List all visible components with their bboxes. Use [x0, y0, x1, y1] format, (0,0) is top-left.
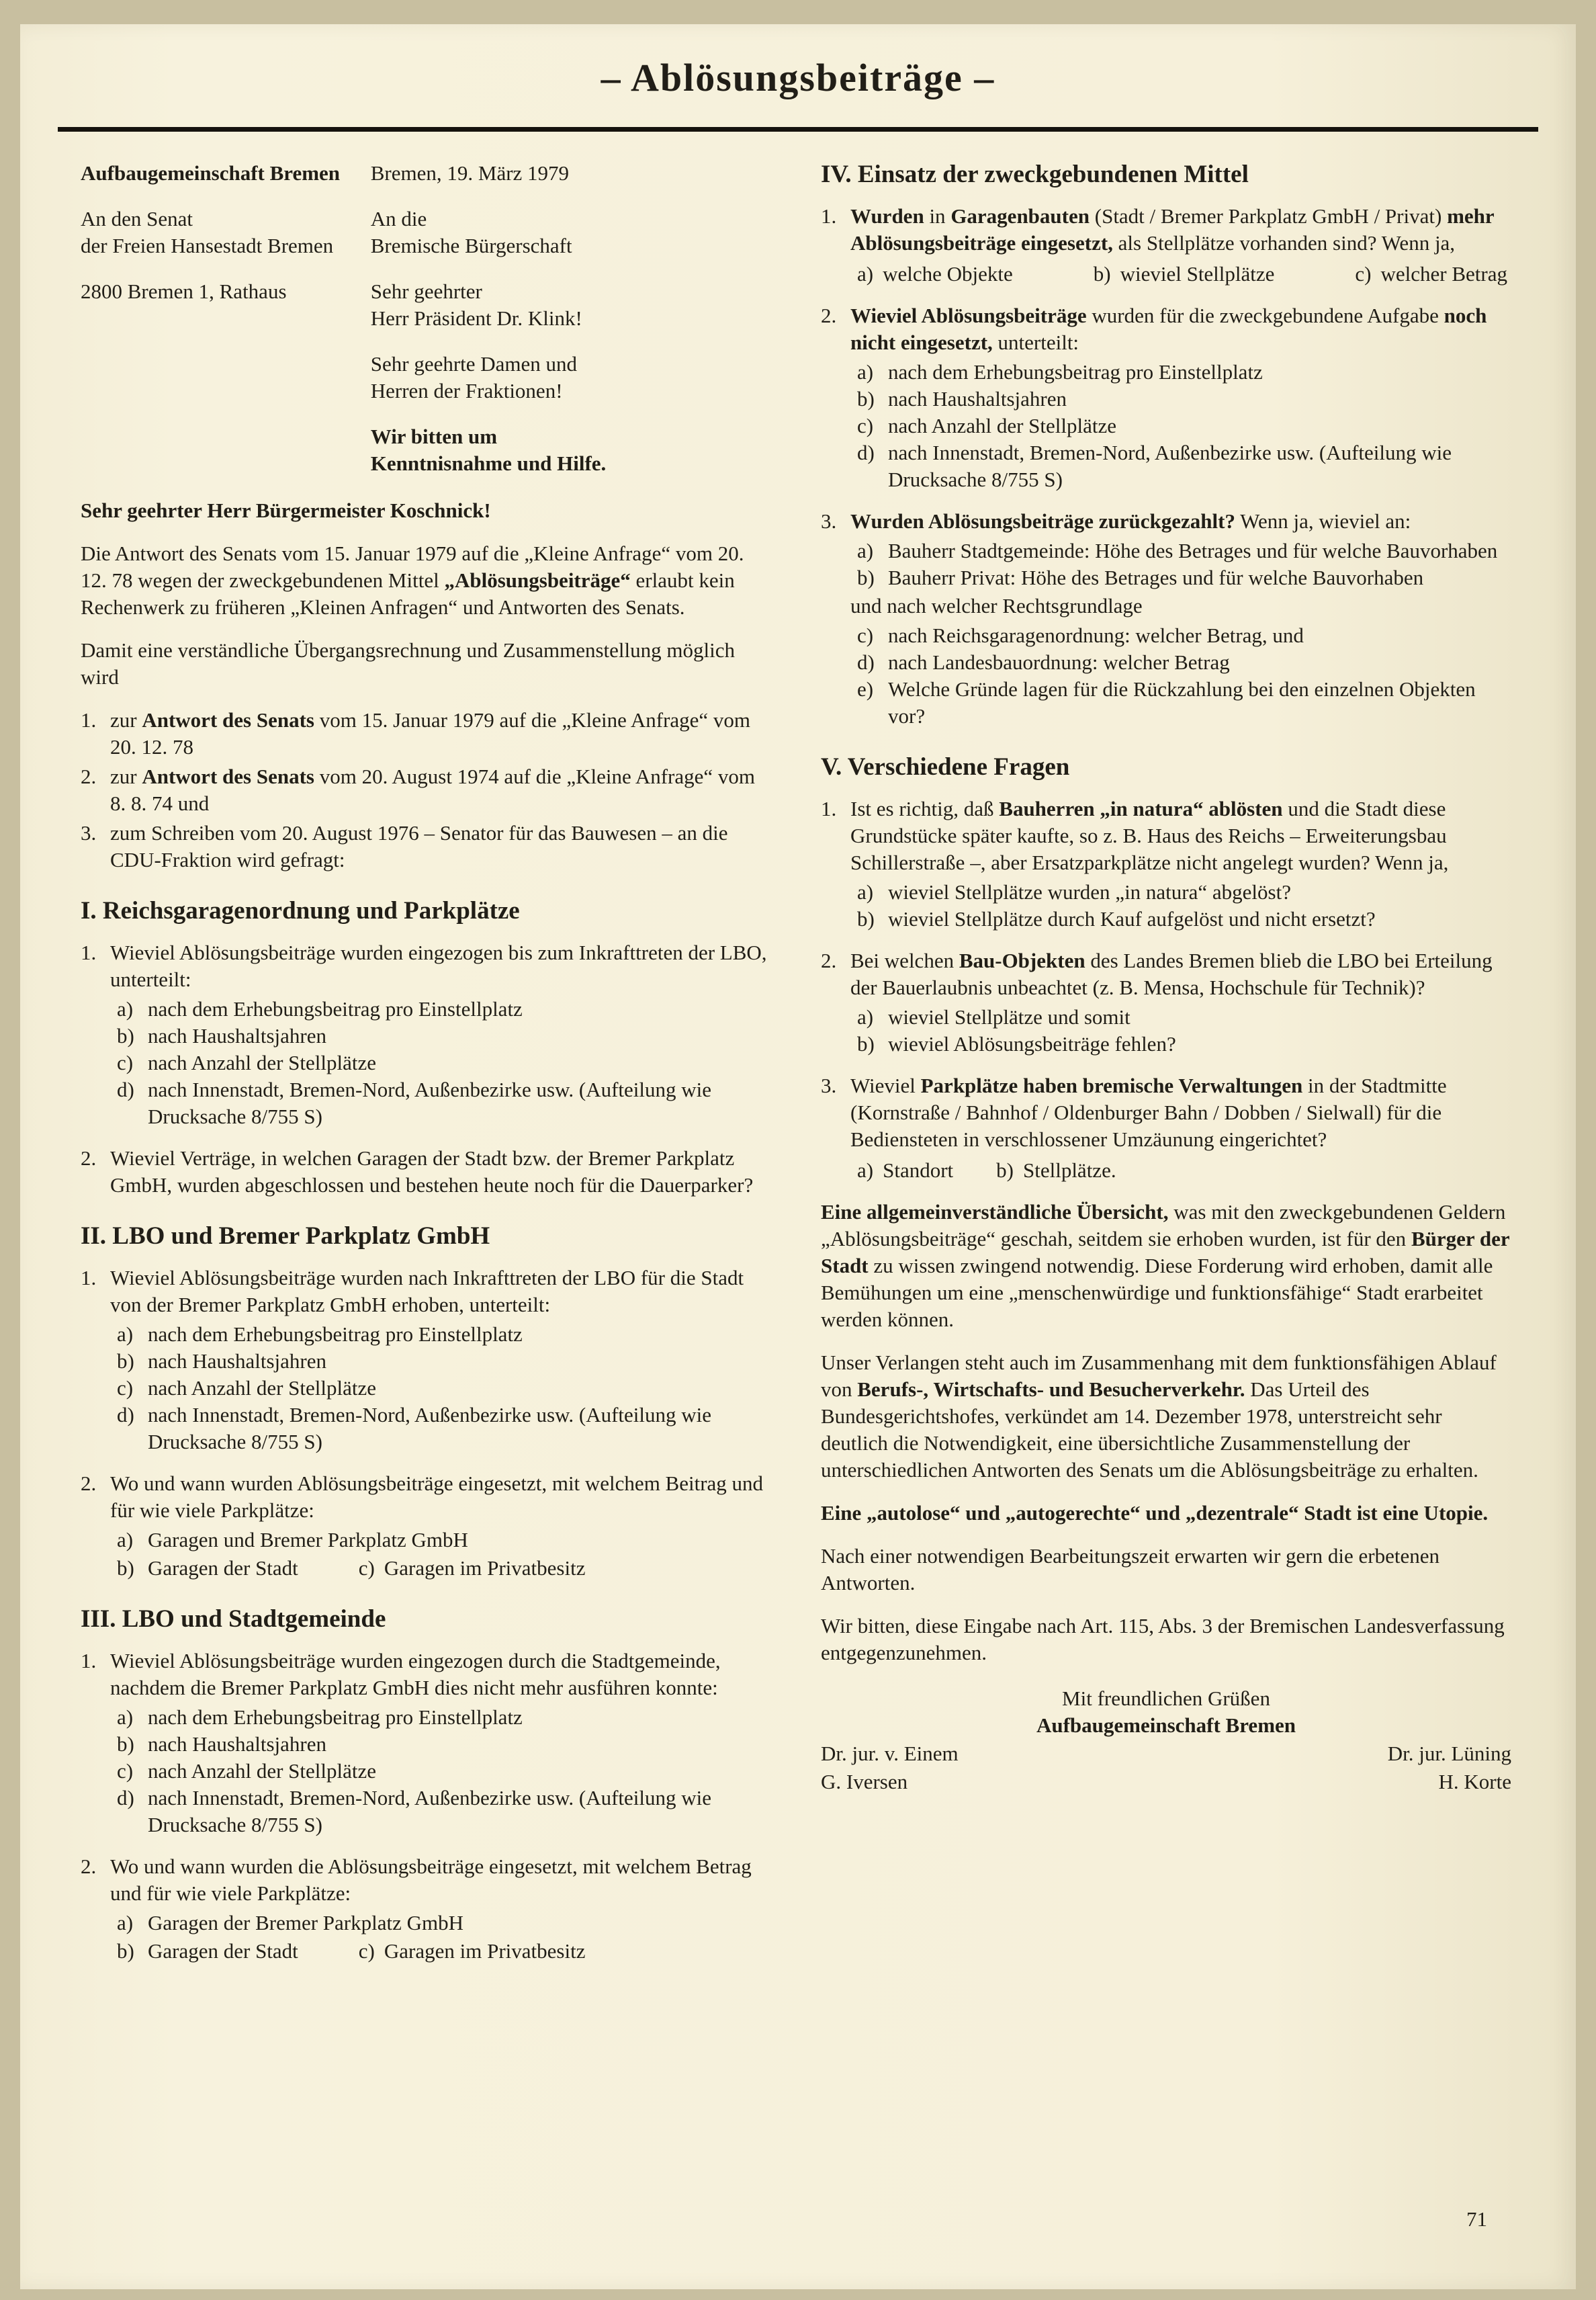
question [81, 1145, 771, 1199]
sub-item-text: wieviel Stellplätze und somit [888, 1005, 1130, 1029]
left-column [81, 160, 771, 1979]
sub-list [857, 879, 1511, 933]
question [81, 1853, 771, 1965]
sub-item-text: Garagen im Privatbesitz [384, 1939, 586, 1963]
sub-item [117, 1758, 771, 1785]
sub-item-marker: b) [117, 1349, 134, 1373]
sub-item-marker: d) [857, 650, 875, 674]
sub-item [857, 386, 1511, 413]
sub-item [117, 1375, 771, 1402]
sub-item-text: nach Haushaltsjahren [148, 1349, 326, 1373]
recipient-buergerschaft-line2: Bremische Bürgerschaft [370, 234, 572, 257]
question-text: Wurden Ablösungsbeiträge zurückgezahlt? Wenn ja, wieviel an: [850, 509, 1411, 533]
signature-name: H. Korte [1438, 1770, 1511, 1793]
sub-item-marker: c) [1355, 262, 1372, 286]
question-text: Wieviel Verträge, in welchen Garagen der Stadt bzw. der Bremer Parkplatz GmbH, wurden abgeschlossen und bestehen heute noch für die Dauerparker? [110, 1146, 754, 1197]
sub-item [117, 1402, 771, 1455]
question-body [110, 1470, 771, 1582]
sub-item-marker: a) [857, 1005, 874, 1029]
closing-organization: Aufbaugemeinschaft Bremen [1036, 1713, 1296, 1737]
sub-list [857, 538, 1511, 591]
letterhead-left [81, 160, 371, 477]
question-number: 1. [821, 797, 837, 820]
question-body [850, 796, 1511, 933]
signature-row [821, 1740, 1511, 1767]
section-ii-heading: II. LBO und Bremer Parkplatz GmbH [81, 1222, 490, 1250]
sub-item-text: Standort [883, 1158, 954, 1182]
sub-item-marker: b) [857, 1032, 875, 1056]
question-body [850, 508, 1511, 730]
sub-item-marker: b) [117, 1556, 134, 1580]
sub-item-marker: a) [857, 262, 874, 286]
question [81, 1648, 771, 1838]
sub-item [1094, 261, 1275, 288]
sub-item [857, 439, 1511, 493]
question-number: 1. [821, 204, 837, 228]
sub-item-marker: d) [857, 441, 875, 464]
section-i-heading: I. Reichsgaragenordnung und Parkplätze [81, 897, 520, 925]
question-text: Wo und wann wurden die Ablösungsbeiträge eingesetzt, mit welchem Betrag und für wie viele Parkplätze: [110, 1855, 752, 1905]
question-body [110, 1265, 771, 1455]
sub-item-text: welcher Betrag [1380, 262, 1507, 286]
sub-item [857, 676, 1511, 730]
closing-paragraph-1: Eine allgemeinverständliche Übersicht, was mit den zweckgebundenen Geldern „Ablösungsbeiträge“ geschah, seitdem sie erhoben wurden, ist für den Bürger der Stadt zu wissen zwingend notwendig. Diese Forderung wird erhoben, damit alle Bemühungen um eine „menschenwürdige und funktionsfähige“ Stadt erarbeitet werden können. [821, 1200, 1510, 1331]
sub-item [117, 1527, 771, 1553]
sub-list [857, 622, 1511, 730]
intro-paragraph-2: Damit eine verständliche Übergangsrechnung und Zusammenstellung möglich wird [81, 638, 735, 689]
sub-item-row [857, 261, 1511, 288]
sub-item-text: nach Anzahl der Stellplätze [148, 1759, 377, 1783]
question-number: 3. [821, 509, 837, 533]
sub-item-marker: b) [117, 1939, 134, 1963]
document-page [20, 24, 1576, 2289]
salutation-president-line2: Herr Präsident Dr. Klink! [370, 306, 582, 330]
question [81, 939, 771, 1130]
question-text: Wo und wann wurden Ablösungsbeiträge eingesetzt, mit welchem Beitrag und für wie viele Parkplätze: [110, 1472, 764, 1522]
sub-item [857, 359, 1511, 386]
spacer [371, 187, 771, 206]
sub-item [857, 538, 1511, 564]
sub-item-marker: c) [857, 414, 874, 437]
sub-item-text: nach Reichsgaragenordnung: welcher Betrag, und [888, 624, 1304, 647]
sub-item-marker: c) [857, 624, 874, 647]
intro-paragraph-1: Die Antwort des Senats vom 15. Januar 1979 auf die „Kleine Anfrage“ vom 20. 12. 78 wegen der zweckgebundenen Mittel „Ablösungsbeiträge“ erlaubt kein Rechenwerk zu früheren „Kleinen Anfragen“ und Antworten des Senats. [81, 542, 744, 619]
sub-item [857, 564, 1511, 591]
request-line1: Wir bitten um [370, 425, 498, 448]
sub-item-text: Garagen und Bremer Parkplatz GmbH [148, 1528, 468, 1551]
sub-item [857, 649, 1511, 676]
section-v-heading: V. Verschiedene Fragen [821, 753, 1070, 781]
sub-item [857, 261, 1013, 288]
sub-item-text: nach dem Erhebungsbeitrag pro Einstellplatz [148, 997, 523, 1021]
sub-item-marker: b) [117, 1732, 134, 1756]
list-item [81, 707, 771, 761]
sub-item-text: wieviel Stellplätze [1120, 262, 1275, 286]
sub-item-marker: b) [996, 1158, 1014, 1182]
list-item-number: 1. [81, 708, 97, 732]
closing-paragraph-4: Nach einer notwendigen Bearbeitungszeit erwarten wir gern die erbetenen Antworten. [821, 1544, 1439, 1594]
sub-item-marker: c) [117, 1376, 134, 1400]
question-text: Bei welchen Bau-Objekten des Landes Bremen blieb die LBO bei Erteilung der Bauerlaubnis unbeachtet (z. B. Mensa, Hochschule für Technik)? [850, 949, 1493, 999]
page-title: – Ablösungsbeiträge – [601, 56, 995, 99]
sub-item [857, 906, 1511, 933]
question-number: 2. [81, 1472, 97, 1495]
mayor-salutation: Sehr geehrter Herr Bürgermeister Koschnick! [81, 499, 491, 522]
sub-item-text: welche Objekte [883, 262, 1013, 286]
question-body [850, 302, 1511, 493]
question-number: 1. [81, 941, 97, 964]
sub-item-text: Welche Gründe lagen für die Rückzahlung bei den einzelnen Objekten vor? [888, 677, 1476, 728]
spacer [81, 259, 371, 278]
sub-item-marker: a) [857, 360, 874, 384]
sub-item-text: nach Anzahl der Stellplätze [888, 414, 1117, 437]
sub-item-marker: d) [117, 1078, 134, 1101]
sub-item [117, 1023, 771, 1050]
question-body [850, 947, 1511, 1058]
sub-item [117, 1076, 771, 1130]
question-number: 2. [81, 1146, 97, 1170]
closing-block [821, 1685, 1511, 1739]
sub-item [117, 1910, 771, 1936]
sub-item-marker: b) [857, 566, 875, 589]
sender-name: Aufbaugemeinschaft Bremen [81, 161, 341, 185]
sub-list [857, 1157, 1511, 1184]
sub-item-text: nach Innenstadt, Bremen-Nord, Außenbezirke usw. (Aufteilung wie Drucksache 8/755 S) [148, 1403, 712, 1453]
sub-item-marker: e) [857, 677, 874, 701]
closing-greeting: Mit freundlichen Grüßen [1062, 1687, 1270, 1710]
sub-item-marker: c) [117, 1759, 134, 1783]
question [821, 203, 1511, 288]
letter-date: Bremen, 19. März 1979 [370, 161, 570, 185]
salutation-president-line1: Sehr geehrter [370, 280, 482, 303]
question-note: und nach welcher Rechtsgrundlage [850, 594, 1143, 617]
question [821, 796, 1511, 933]
sub-item-marker: c) [358, 1556, 375, 1580]
right-column [821, 160, 1511, 1979]
section-iii-heading: III. LBO und Stadtgemeinde [81, 1605, 386, 1633]
sub-item [117, 1704, 771, 1731]
sub-item-marker: a) [857, 539, 874, 562]
sub-item [117, 1321, 771, 1348]
sub-item [1355, 261, 1507, 288]
sub-list [117, 1527, 771, 1582]
question-body [110, 1648, 771, 1838]
question [821, 302, 1511, 493]
sub-item [117, 996, 771, 1023]
sub-item-text: Bauherr Stadtgemeinde: Höhe des Betrages und für welche Bauvorhaben [888, 539, 1498, 562]
sub-item-marker: c) [358, 1939, 375, 1963]
question [821, 947, 1511, 1058]
question-text: Wurden in Garagenbauten (Stadt / Bremer Parkplatz GmbH / Privat) mehr Ablösungsbeiträge eingesetzt, als Stellplätze vorhanden sind? Wenn ja, [850, 204, 1495, 255]
sub-item-row [857, 1157, 1511, 1184]
signature-name: Dr. jur. v. Einem [821, 1742, 959, 1765]
section-iv-heading: IV. Einsatz der zweckgebundenen Mittel [821, 161, 1249, 188]
sub-list [857, 359, 1511, 493]
sub-item-marker: a) [117, 1911, 134, 1934]
sub-item-text: Garagen der Stadt [148, 1556, 298, 1580]
sub-item-text: nach dem Erhebungsbeitrag pro Einstellplatz [888, 360, 1263, 384]
question [821, 1072, 1511, 1184]
question-body [110, 1853, 771, 1965]
sub-item-text: wieviel Ablösungsbeiträge fehlen? [888, 1032, 1176, 1056]
question-number: 1. [81, 1266, 97, 1289]
sub-item-text: nach Anzahl der Stellplätze [148, 1051, 377, 1074]
sub-item [857, 622, 1511, 649]
sub-list [117, 1910, 771, 1965]
sub-item-marker: b) [1093, 262, 1111, 286]
question-body [110, 939, 771, 1130]
recipient-senate-line1: An den Senat [81, 207, 193, 230]
sub-item-marker: a) [857, 1158, 874, 1182]
list-item-number: 3. [81, 821, 97, 845]
question-number: 2. [81, 1855, 97, 1878]
sub-item-text: nach Landesbauordnung: welcher Betrag [888, 650, 1230, 674]
question-body [110, 1145, 771, 1199]
question-body [850, 1072, 1511, 1184]
sub-item [359, 1555, 586, 1582]
list-item-text: zur Antwort des Senats vom 15. Januar 1979 auf die „Kleine Anfrage“ vom 20. 12. 78 [110, 708, 751, 759]
sub-item-text: nach Innenstadt, Bremen-Nord, Außenbezirke usw. (Aufteilung wie Drucksache 8/755 S) [888, 441, 1452, 491]
letterhead-right [371, 160, 771, 477]
senate-address: 2800 Bremen 1, Rathaus [81, 280, 287, 303]
sub-item-marker: a) [857, 880, 874, 904]
salutation-fraktionen-line2: Herren der Fraktionen! [370, 379, 563, 402]
question-number: 2. [821, 304, 837, 327]
sub-item-text: nach dem Erhebungsbeitrag pro Einstellplatz [148, 1322, 523, 1346]
sub-item [857, 1157, 953, 1184]
sub-item-marker: b) [857, 387, 875, 411]
sub-list [117, 1321, 771, 1455]
sub-item [117, 1731, 771, 1758]
sub-item-text: Garagen im Privatbesitz [384, 1556, 586, 1580]
sub-item-marker: a) [117, 1322, 134, 1346]
document-content [20, 132, 1576, 1979]
sub-item [117, 1785, 771, 1838]
sub-item-row [117, 1555, 771, 1582]
question [81, 1470, 771, 1582]
signature-row [821, 1769, 1511, 1795]
sub-item-text: nach Anzahl der Stellplätze [148, 1376, 377, 1400]
sub-item-marker: a) [117, 1528, 134, 1551]
sub-item-text: wieviel Stellplätze wurden „in natura“ abgelöst? [888, 880, 1291, 904]
sub-item-text: nach Haushaltsjahren [888, 387, 1067, 411]
question-text: Wieviel Ablösungsbeiträge wurden für die zweckgebundene Aufgabe noch nicht eingesetzt, unterteilt: [850, 304, 1487, 354]
sub-item-text: Garagen der Bremer Parkplatz GmbH [148, 1911, 463, 1934]
spacer [371, 404, 771, 423]
question [821, 508, 1511, 730]
sub-item [117, 1555, 298, 1582]
sub-item-text: Bauherr Privat: Höhe des Betrages und für welche Bauvorhaben [888, 566, 1424, 589]
list-item-number: 2. [81, 765, 97, 788]
sub-item-text: Garagen der Stadt [148, 1939, 298, 1963]
question-number: 2. [821, 949, 837, 972]
spacer [371, 259, 771, 278]
list-item-text: zum Schreiben vom 20. August 1976 – Senator für das Bauwesen – an die CDU-Fraktion wird gefragt: [110, 821, 728, 871]
sub-item-marker: c) [117, 1051, 134, 1074]
sub-item [857, 1031, 1511, 1058]
sub-item [857, 1004, 1511, 1031]
closing-paragraph-5: Wir bitten, diese Eingabe nach Art. 115, Abs. 3 der Bremischen Landesverfassung entgegenzunehmen. [821, 1614, 1505, 1664]
question-body [850, 203, 1511, 288]
signature-name: G. Iversen [821, 1770, 908, 1793]
question-text: Wieviel Ablösungsbeiträge wurden eingezogen durch die Stadtgemeinde, nachdem die Bremer Parkplatz GmbH dies nicht mehr ausführen konnte: [110, 1649, 721, 1699]
sub-item-marker: a) [117, 1705, 134, 1729]
sub-item-marker: d) [117, 1786, 134, 1809]
page-number: 71 [1466, 2207, 1487, 2231]
sub-item-text: wieviel Stellplätze durch Kauf aufgelöst und nicht ersetzt? [888, 907, 1376, 931]
sub-item [359, 1938, 586, 1965]
sub-item-marker: a) [117, 997, 134, 1021]
request-line2: Kenntnisnahme und Hilfe. [370, 452, 607, 475]
letterhead [81, 160, 771, 477]
spacer [81, 187, 371, 206]
list-item-text: zur Antwort des Senats vom 20. August 1974 auf die „Kleine Anfrage“ vom 8. 8. 74 und [110, 765, 755, 815]
sub-item-text: Stellplätze. [1022, 1158, 1116, 1182]
sub-list [117, 1704, 771, 1838]
list-item [81, 820, 771, 874]
sub-list [857, 261, 1511, 288]
sub-item-text: nach Haushaltsjahren [148, 1732, 326, 1756]
sub-item [117, 1348, 771, 1375]
sub-item-text: nach dem Erhebungsbeitrag pro Einstellplatz [148, 1705, 523, 1729]
sub-item-marker: b) [117, 1024, 134, 1048]
title-rule [58, 127, 1538, 132]
sub-item-marker: d) [117, 1403, 134, 1426]
sub-item-marker: b) [857, 907, 875, 931]
sub-item [857, 413, 1511, 439]
question-number: 3. [821, 1074, 837, 1097]
question-text: Ist es richtig, daß Bauherren „in natura“ ablösten und die Stadt diese Grundstücke später kaufte, so z. B. Haus des Reichs – Erweiterungsbau Schillerstraße –, aber Ersatzparkplätze nicht angelegt wurden? Wenn ja, [850, 797, 1449, 874]
question-text: Wieviel Parkplätze haben bremische Verwaltungen in der Stadtmitte (Kornstraße / Bahnhof / Oldenburger Bahn / Dobben / Sielwall) für die Bediensteten in verschlossener Umzäunung eingerichtet? [850, 1074, 1447, 1151]
question [81, 1265, 771, 1455]
intro-list [81, 707, 771, 874]
sub-item [857, 879, 1511, 906]
sub-list [857, 1004, 1511, 1058]
closing-paragraph-3: Eine „autolose“ und „autogerechte“ und „dezentrale“ Stadt ist eine Utopie. [821, 1501, 1489, 1525]
salutation-fraktionen-line1: Sehr geehrte Damen und [370, 352, 578, 376]
sub-item-text: nach Innenstadt, Bremen-Nord, Außenbezirke usw. (Aufteilung wie Drucksache 8/755 S) [148, 1786, 712, 1836]
signature-name: Dr. jur. Lüning [1387, 1742, 1511, 1765]
question-text: Wieviel Ablösungsbeiträge wurden eingezogen bis zum Inkrafttreten der LBO, unterteilt: [110, 941, 767, 991]
sub-item-text: nach Haushaltsjahren [148, 1024, 326, 1048]
spacer [371, 332, 771, 351]
recipient-buergerschaft-line1: An die [370, 207, 427, 230]
question-text: Wieviel Ablösungsbeiträge wurden nach Inkrafttreten der LBO für die Stadt von der Bremer Parkplatz GmbH erhoben, unterteilt: [110, 1266, 744, 1316]
sub-item [117, 1938, 298, 1965]
sub-item-text: nach Innenstadt, Bremen-Nord, Außenbezirke usw. (Aufteilung wie Drucksache 8/755 S) [148, 1078, 712, 1128]
sub-item [117, 1050, 771, 1076]
recipient-senate-line2: der Freien Hansestadt Bremen [81, 234, 334, 257]
sub-list [117, 996, 771, 1130]
list-item [81, 763, 771, 817]
question-number: 1. [81, 1649, 97, 1672]
sub-item [996, 1157, 1116, 1184]
sub-item-row [117, 1938, 771, 1965]
closing-paragraph-2: Unser Verlangen steht auch im Zusammenhang mit dem funktionsfähigen Ablauf von Berufs-, Wirtschafts- und Besucherverkehr. Das Urteil des Bundesgerichtshofes, verkündet am 14. Dezember 1978, unterstreicht sehr deutlich die Notwendigkeit, eine übersichtliche Zusammenstellung der unterschiedlichen Antworten des Senats um die Ablösungsbeiträge zu erhalten. [821, 1351, 1497, 1482]
